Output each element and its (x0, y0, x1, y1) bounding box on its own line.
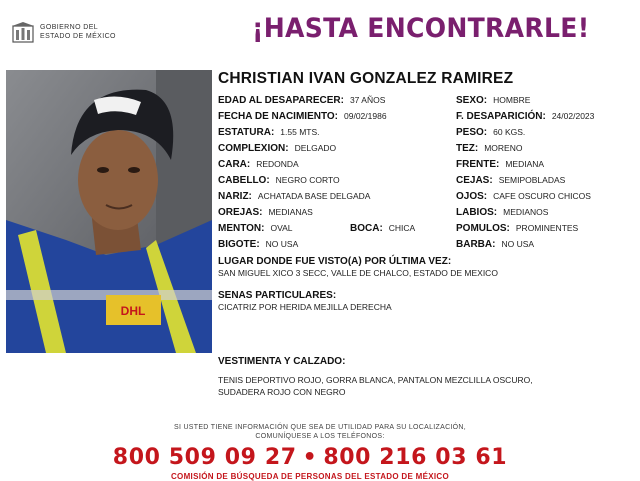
field-label: CARA: (218, 159, 251, 170)
field-value: MEDIANOS (503, 207, 549, 217)
field-pomulos (456, 223, 578, 234)
phone-separator: • (302, 445, 318, 470)
field-label: ESTATURA: (218, 127, 275, 138)
field-value: NO USA (501, 239, 535, 249)
field-bigote (218, 239, 298, 250)
field-cara (218, 159, 299, 170)
field-ojos (456, 191, 591, 202)
gov-name-line1: GOBIERNO DEL (40, 24, 99, 31)
field-value: CAFE OSCURO CHICOS (493, 191, 591, 201)
phone-number-2[interactable]: 800 216 03 61 (323, 445, 508, 470)
field-label: NARIZ: (218, 191, 252, 202)
field-value: NEGRO CORTO (275, 175, 340, 185)
field-label: TEZ: (456, 143, 479, 154)
field-value: DELGADO (294, 143, 337, 153)
state-seal-icon (10, 22, 36, 46)
particular-signs-label: SENAS PARTICULARES: (218, 290, 337, 301)
field-estatura (218, 127, 320, 138)
field-value: SEMIPOBLADAS (498, 175, 566, 185)
field-label: CABELLO: (218, 175, 270, 186)
field-value: REDONDA (256, 159, 299, 169)
commission-name: COMISIÓN DE BÚSQUEDA DE PERSONAS DEL ESTADO DE MÉXICO (170, 472, 449, 481)
field-sexo (456, 95, 530, 106)
clothing-line1: TENIS DEPORTIVO ROJO, GORRA BLANCA, PANTALON MEZCLILLA OSCURO, (218, 375, 533, 385)
contact-info-line1: SI USTED TIENE INFORMACIÓN QUE SEA DE UTILIDAD PARA SU LOCALIZACIÓN, (173, 424, 467, 431)
field-value: MORENO (484, 143, 523, 153)
phone-number-1[interactable]: 800 509 09 27 (112, 445, 297, 470)
field-label: BIGOTE: (218, 239, 260, 250)
person-name: CHRISTIAN IVAN GONZALEZ RAMIREZ (218, 70, 514, 87)
field-label: OJOS: (456, 191, 488, 202)
svg-text:DHL: DHL (120, 304, 146, 318)
field-barba (456, 239, 534, 250)
contact-info-line2: COMUNÍQUESE A LOS TELÉFONOS: (255, 433, 385, 440)
field-value: OVAL (270, 223, 293, 233)
field-nacimiento (218, 111, 387, 122)
field-value: 60 KGS. (493, 127, 526, 137)
field-value: 1.55 MTS. (280, 127, 320, 137)
field-frente (456, 159, 544, 170)
gov-name-line2: ESTADO DE MÉXICO (40, 33, 116, 40)
field-label: POMULOS: (456, 223, 510, 234)
field-label: OREJAS: (218, 207, 263, 218)
last-seen-label: LUGAR DONDE FUE VISTO(A) POR ÚLTIMA VEZ: (218, 256, 452, 267)
field-label: LABIOS: (456, 207, 498, 218)
field-value: ACHATADA BASE DELGADA (257, 191, 371, 201)
field-label: EDAD AL DESAPARECER: (218, 95, 344, 106)
field-value: PROMINENTES (515, 223, 579, 233)
field-value: MEDIANA (505, 159, 545, 169)
field-peso (456, 127, 525, 138)
field-value: 37 AÑOS (349, 95, 386, 105)
banner-title: ¡HASTA ENCONTRARLE! (252, 13, 590, 44)
field-cabello (218, 175, 340, 186)
field-menton (218, 223, 293, 234)
field-value: 24/02/2023 (551, 111, 595, 121)
field-label: CEJAS: (456, 175, 493, 186)
person-photo (6, 70, 212, 353)
field-value: MEDIANAS (268, 207, 313, 217)
last-seen-value: SAN MIGUEL XICO 3 SECC, VALLE DE CHALCO, ESTADO DE MEXICO (218, 268, 498, 278)
field-desaparicion (456, 111, 594, 122)
field-label: COMPLEXION: (218, 143, 289, 154)
field-label: FECHA DE NACIMIENTO: (218, 111, 338, 122)
field-label: SEXO: (456, 95, 488, 106)
field-value: CHICA (388, 223, 416, 233)
field-orejas (218, 207, 313, 218)
field-value: NO USA (265, 239, 299, 249)
field-label: F. DESAPARICIÓN: (456, 111, 546, 122)
clothing-line2: SUDADERA ROJO CON NEGRO (218, 387, 346, 397)
field-labios (456, 207, 548, 218)
field-edad (218, 95, 385, 106)
field-complexion (218, 143, 336, 154)
field-label: BARBA: (456, 239, 496, 250)
clothing-label: VESTIMENTA Y CALZADO: (218, 356, 346, 367)
phone-numbers (0, 445, 620, 470)
particular-signs-value: CICATRIZ POR HERIDA MEJILLA DERECHA (218, 302, 392, 312)
field-value: 09/02/1986 (344, 111, 387, 121)
field-nariz (218, 191, 370, 202)
field-tez (456, 143, 522, 154)
field-boca (350, 223, 415, 234)
field-label: BOCA: (350, 223, 383, 234)
field-label: PESO: (456, 127, 488, 138)
field-value: HOMBRE (493, 95, 531, 105)
person-photo-drawing (6, 70, 212, 353)
field-label: FRENTE: (456, 159, 500, 170)
field-label: MENTON: (218, 223, 265, 234)
field-cejas (456, 175, 565, 186)
